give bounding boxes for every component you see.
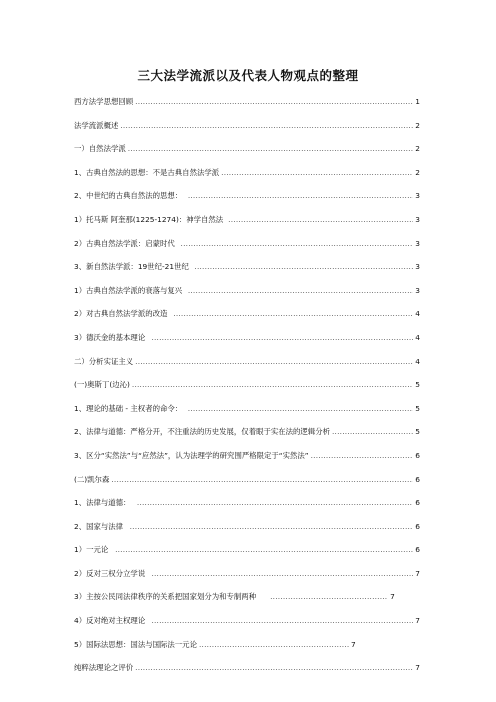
toc-page-number: 7 bbox=[415, 568, 420, 578]
toc-leader-dots bbox=[111, 475, 413, 484]
toc-entry-text: 一）自然法学派 bbox=[74, 144, 126, 154]
toc-leader-dots bbox=[194, 262, 413, 271]
toc-leader-dots bbox=[188, 191, 413, 200]
toc-leader-dots bbox=[130, 522, 414, 531]
toc-entry-text: 二）分析实证主义 bbox=[74, 356, 134, 366]
toc-leader-dots bbox=[270, 592, 388, 601]
toc-entry[interactable] bbox=[74, 450, 420, 474]
toc-entry-text: (一)奥斯丁(边沁) bbox=[74, 380, 130, 390]
toc-entry-text: 1、法律与道德： bbox=[74, 498, 131, 508]
toc-entry[interactable] bbox=[74, 379, 420, 403]
toc-page-number: 3 bbox=[415, 285, 420, 295]
toc-entry[interactable] bbox=[74, 521, 420, 545]
toc-page-number: 3 bbox=[415, 238, 420, 248]
toc-entry[interactable] bbox=[74, 356, 420, 380]
toc-entry-text: (二)凯尔森 bbox=[74, 474, 110, 484]
toc-entry[interactable] bbox=[74, 143, 420, 167]
toc-entry-text: 1）托马斯 阿奎那(1225-1274)：神学自然法 bbox=[74, 214, 224, 224]
toc-page-number: 6 bbox=[415, 521, 420, 531]
toc-entry[interactable] bbox=[74, 639, 420, 663]
toc-leader-dots bbox=[120, 121, 413, 130]
toc-entry[interactable] bbox=[74, 403, 420, 427]
toc-leader-dots bbox=[199, 640, 349, 649]
toc-leader-dots bbox=[332, 427, 413, 436]
toc-entry-text: 2、法律与道德：严格分开，不注重法的历史发展，仅着眼于实在法的逻辑分析 bbox=[74, 427, 330, 437]
toc-page-number: 6 bbox=[415, 498, 420, 508]
toc-page-number: 1 bbox=[415, 97, 420, 106]
toc-entry[interactable] bbox=[74, 615, 420, 639]
toc-page-number: 7 bbox=[350, 639, 356, 649]
toc-entry-text: 3）主按公民同法律秩序的关系把国家划分为和专制两种 bbox=[74, 592, 257, 602]
toc-page-number: 7 bbox=[415, 663, 420, 673]
toc-page-number: 5 bbox=[415, 403, 420, 413]
toc-page-number: 2 bbox=[415, 167, 420, 177]
toc-leader-dots bbox=[135, 357, 413, 366]
toc-entry-text: 1、理论的基础 - 主权者的命令： bbox=[74, 403, 183, 413]
toc-entry[interactable] bbox=[74, 120, 420, 144]
toc-entry[interactable] bbox=[74, 308, 420, 332]
toc-entry-text: 3、新自然法学派：19世纪-21世纪 bbox=[74, 262, 189, 272]
toc-leader-dots bbox=[151, 616, 413, 625]
toc-page-number: 4 bbox=[415, 332, 420, 342]
toc-leader-dots bbox=[151, 569, 413, 578]
toc-entry[interactable] bbox=[74, 662, 420, 686]
toc-entry-text: 1）古典自然法学派的衰落与复兴 bbox=[74, 285, 183, 295]
toc-entry-text: 西方法学思想回顾 bbox=[74, 97, 134, 106]
table-of-contents bbox=[74, 96, 420, 686]
toc-entry[interactable] bbox=[74, 544, 420, 568]
toc-entry-text: 2、中世纪的古典自然法的思想： bbox=[74, 191, 183, 201]
toc-entry[interactable] bbox=[74, 591, 420, 615]
toc-entry-text: 2）古典自然法学派：启蒙时代 bbox=[74, 238, 175, 248]
toc-leader-dots bbox=[228, 215, 413, 224]
toc-entry[interactable] bbox=[74, 474, 420, 498]
toc-entry[interactable] bbox=[74, 497, 420, 521]
toc-entry-text: 3、区分“实然法”与“应然法”，认为法理学的研究围严格限定于“实然法” bbox=[74, 450, 309, 460]
toc-entry-text: 法学流派概述 bbox=[74, 120, 119, 130]
toc-page-number: 3 bbox=[415, 214, 420, 224]
toc-leader-dots bbox=[221, 168, 413, 177]
toc-entry[interactable] bbox=[74, 332, 420, 356]
toc-entry-text: 1、古典自然法的思想：不是古典自然法学派 bbox=[74, 167, 220, 177]
toc-entry[interactable] bbox=[74, 214, 420, 238]
toc-page-number: 2 bbox=[415, 120, 420, 130]
toc-entry-text: 5）国际法思想：国法与国际法一元论 bbox=[74, 639, 197, 649]
toc-entry-text: 纯粹法理论之评价 bbox=[74, 663, 134, 673]
toc-page-number: 6 bbox=[415, 474, 420, 484]
toc-entry[interactable] bbox=[74, 190, 420, 214]
toc-leader-dots bbox=[188, 286, 413, 295]
toc-entry[interactable] bbox=[74, 426, 420, 450]
toc-entry[interactable] bbox=[74, 238, 420, 262]
toc-page-number: 7 bbox=[390, 592, 395, 602]
toc-page-number: 4 bbox=[415, 309, 420, 319]
toc-entry[interactable] bbox=[74, 285, 420, 309]
toc-leader-dots bbox=[188, 404, 414, 413]
toc-leader-dots bbox=[311, 451, 414, 460]
toc-entry[interactable] bbox=[74, 167, 420, 191]
toc-leader-dots bbox=[115, 545, 413, 554]
toc-page-number: 5 bbox=[415, 380, 420, 390]
document-title: 三大法学流派以及代表人物观点的整理 bbox=[137, 68, 359, 83]
toc-leader-dots bbox=[135, 663, 413, 672]
toc-entry-text: 4）反对绝对主权理论 bbox=[74, 616, 146, 626]
toc-entry-text: 2）反对三权分立学说 bbox=[74, 568, 146, 578]
toc-leader-dots bbox=[151, 333, 413, 342]
toc-page-number: 3 bbox=[415, 262, 420, 272]
toc-entry[interactable] bbox=[74, 568, 420, 592]
toc-page-number: 6 bbox=[415, 545, 420, 555]
toc-page-number: 6 bbox=[415, 450, 420, 460]
toc-page-number: 2 bbox=[415, 144, 420, 154]
toc-entry-text: 2、国家与法律 bbox=[74, 521, 124, 531]
toc-entry-text: 3）德沃金的基本理论 bbox=[74, 332, 146, 342]
toc-leader-dots bbox=[137, 498, 413, 507]
toc-leader-dots bbox=[132, 380, 413, 389]
toc-leader-dots bbox=[128, 144, 414, 153]
toc-entry[interactable] bbox=[74, 96, 420, 120]
toc-entry[interactable] bbox=[74, 261, 420, 285]
toc-entry-text: 2）对古典自然法学派的改造 bbox=[74, 309, 168, 319]
toc-page-number: 7 bbox=[415, 616, 420, 626]
toc-page-number: 3 bbox=[415, 191, 420, 201]
toc-leader-dots bbox=[135, 97, 413, 106]
toc-entry-text: 1）一元论 bbox=[74, 545, 109, 555]
toc-page-number: 4 bbox=[415, 356, 420, 366]
toc-leader-dots bbox=[181, 239, 414, 248]
toc-leader-dots bbox=[173, 309, 413, 318]
toc-page-number: 5 bbox=[415, 427, 420, 437]
